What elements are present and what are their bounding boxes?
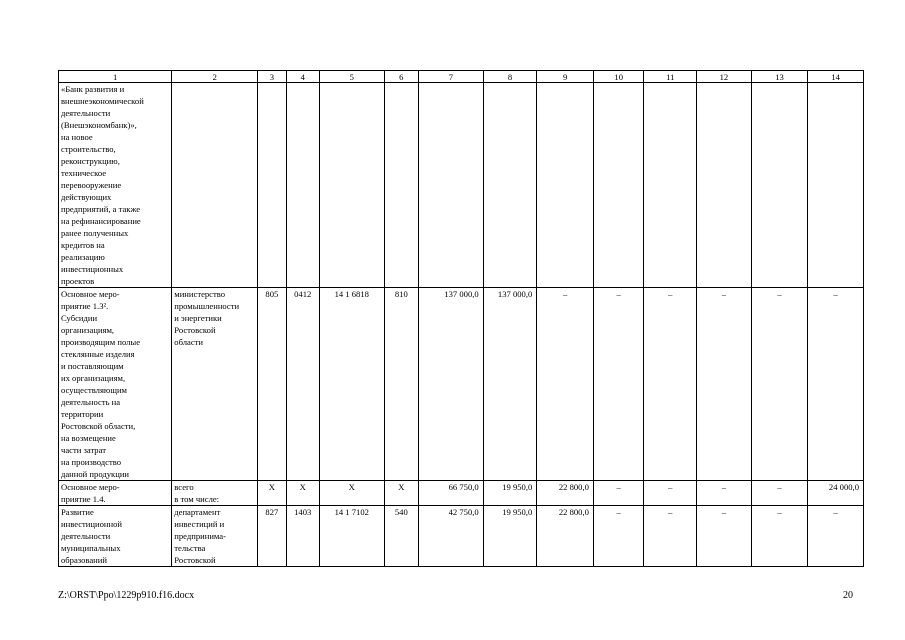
- table-cell: [258, 83, 286, 288]
- table-cell: –: [697, 481, 752, 506]
- table-cell: 805: [258, 288, 286, 481]
- table-cell: [172, 83, 258, 288]
- table-cell: 827: [258, 506, 286, 567]
- table-cell: Развитие инвестиционной деятельности муниципальных образований: [59, 506, 172, 567]
- table-cell: «Банк развития и внешнеэкономической деятельности (Внешэкономбанк)», на новое строительство, реконструкцию, техническое перевооружение действующих предприятий, а также на рефинансирование ранее полученных кредитов на реализацию инвестиционных проектов: [59, 83, 172, 288]
- table-cell: –: [751, 481, 808, 506]
- table-cell: Х: [384, 481, 418, 506]
- table-cell: Х: [286, 481, 319, 506]
- table-cell: 19 950,0: [483, 481, 537, 506]
- table-cell: –: [644, 481, 697, 506]
- table-cell: –: [593, 288, 644, 481]
- table-cell: 540: [384, 506, 418, 567]
- table-cell: –: [537, 288, 594, 481]
- budget-table: [58, 70, 864, 567]
- table-cell: [384, 83, 418, 288]
- column-number-row: [59, 71, 864, 83]
- table-cell: 22 800,0: [537, 481, 594, 506]
- table-row: [59, 481, 864, 506]
- table-cell: 14 1 7102: [319, 506, 384, 567]
- table-row: [59, 506, 864, 567]
- table-cell: [808, 83, 864, 288]
- table-cell: [644, 83, 697, 288]
- table-cell: –: [751, 506, 808, 567]
- table-cell: 137 000,0: [418, 288, 483, 481]
- table-cell: Основное меро- приятие 1.3². Субсидии организациям, производящим полые стеклянные изделия и поставляющим их организациям, осуществляющим деятельность на территории Ростовской области, на возмещение части затрат на производство данной продукции: [59, 288, 172, 481]
- column-header: 2: [172, 71, 258, 83]
- table-cell: [286, 83, 319, 288]
- table-row: [59, 83, 864, 288]
- table-cell: 0412: [286, 288, 319, 481]
- table-cell: [751, 83, 808, 288]
- table-cell: [483, 83, 537, 288]
- column-header: 3: [258, 71, 286, 83]
- table-cell: всего в том числе:: [172, 481, 258, 506]
- table-cell: 14 1 6818: [319, 288, 384, 481]
- table-cell: –: [697, 506, 752, 567]
- page-number: 20: [843, 590, 853, 601]
- table-cell: Х: [319, 481, 384, 506]
- table-cell: –: [593, 506, 644, 567]
- column-header: 14: [808, 71, 864, 83]
- table-cell: –: [751, 288, 808, 481]
- column-header: 6: [384, 71, 418, 83]
- table-cell: [593, 83, 644, 288]
- file-path-footer: Z:\ORST\Ppo\1229p910.f16.docx: [58, 590, 195, 601]
- budget-table-sheet: [58, 70, 864, 567]
- column-header: 12: [697, 71, 752, 83]
- column-header: 1: [59, 71, 172, 83]
- table-cell: –: [644, 288, 697, 481]
- table-cell: 1403: [286, 506, 319, 567]
- table-cell: –: [593, 481, 644, 506]
- table-cell: 42 750,0: [418, 506, 483, 567]
- table-cell: –: [808, 288, 864, 481]
- table-cell: [418, 83, 483, 288]
- column-header: 7: [418, 71, 483, 83]
- column-header: 9: [537, 71, 594, 83]
- column-header: 4: [286, 71, 319, 83]
- table-cell: –: [697, 288, 752, 481]
- column-header: 5: [319, 71, 384, 83]
- table-cell: 66 750,0: [418, 481, 483, 506]
- table-cell: Основное меро- приятие 1.4.: [59, 481, 172, 506]
- table-cell: министерство промышленности и энергетики Ростовской области: [172, 288, 258, 481]
- table-cell: Х: [258, 481, 286, 506]
- table-cell: [319, 83, 384, 288]
- table-cell: департамент инвестиций и предпринима- тельства Ростовской: [172, 506, 258, 567]
- table-cell: 24 000,0: [808, 481, 864, 506]
- table-cell: [697, 83, 752, 288]
- table-cell: –: [644, 506, 697, 567]
- table-cell: 19 950,0: [483, 506, 537, 567]
- column-header: 11: [644, 71, 697, 83]
- table-row: [59, 288, 864, 481]
- table-cell: 137 000,0: [483, 288, 537, 481]
- table-cell: [537, 83, 594, 288]
- column-header: 13: [751, 71, 808, 83]
- table-cell: 810: [384, 288, 418, 481]
- column-header: 8: [483, 71, 537, 83]
- table-cell: –: [808, 506, 864, 567]
- column-header: 10: [593, 71, 644, 83]
- table-cell: 22 800,0: [537, 506, 594, 567]
